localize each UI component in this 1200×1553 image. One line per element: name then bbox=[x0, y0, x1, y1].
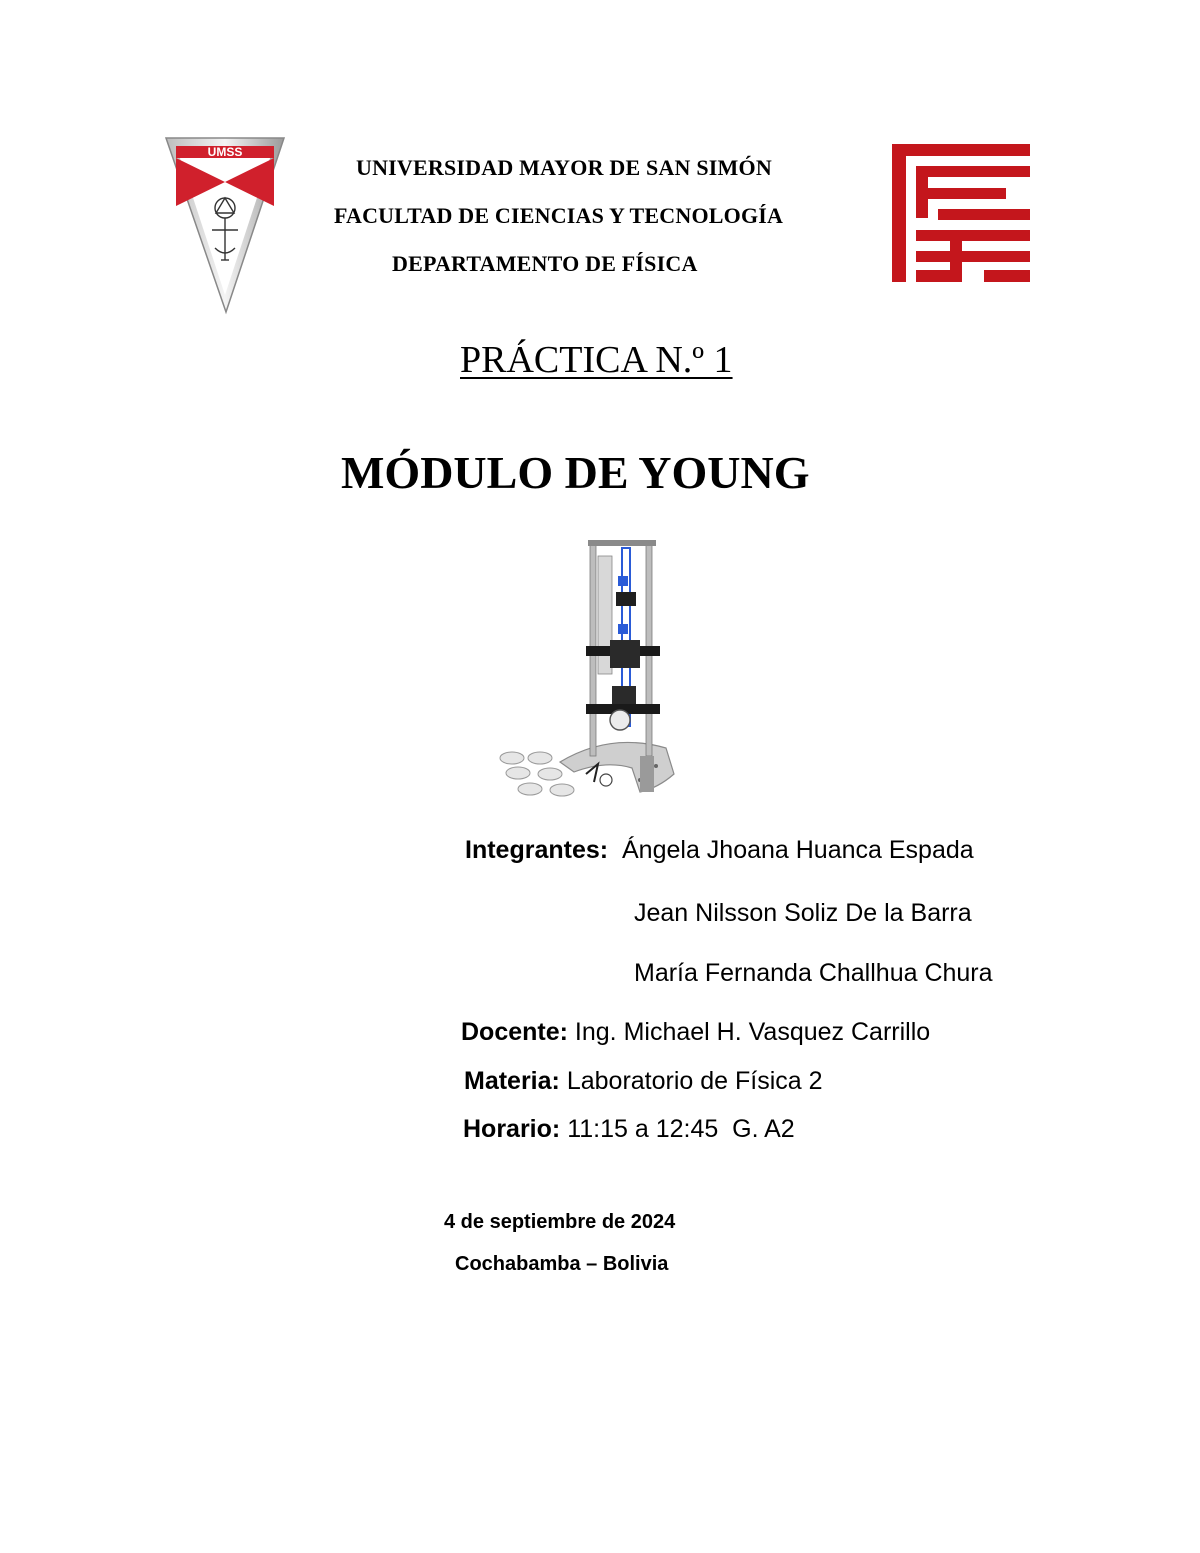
subject-line bbox=[464, 1067, 823, 1096]
schedule-line bbox=[463, 1115, 795, 1144]
teacher-line bbox=[461, 1018, 930, 1047]
fcyt-logo bbox=[890, 142, 1032, 284]
member-name: Jean Nilsson Soliz De la Barra bbox=[634, 899, 972, 927]
teacher-value: Ing. Michael H. Vasquez Carrillo bbox=[574, 1018, 931, 1046]
young-modulus-apparatus-illustration bbox=[490, 536, 690, 804]
umss-logo bbox=[160, 132, 290, 316]
members-label: Integrantes: bbox=[465, 836, 609, 864]
schedule-value: 11:15 a 12:45 G. A2 bbox=[567, 1115, 795, 1143]
subject-label: Materia: bbox=[464, 1067, 560, 1095]
university-name: UNIVERSIDAD MAYOR DE SAN SIMÓN bbox=[356, 155, 772, 180]
member-name: Ángela Jhoana Huanca Espada bbox=[622, 836, 974, 864]
members-line bbox=[465, 836, 974, 865]
department-name: DEPARTAMENTO DE FÍSICA bbox=[392, 251, 698, 276]
member-name: María Fernanda Challhua Chura bbox=[634, 959, 993, 987]
teacher-label: Docente: bbox=[461, 1018, 568, 1046]
practice-label: PRÁCTICA N.º 1 bbox=[460, 339, 733, 381]
schedule-label: Horario: bbox=[463, 1115, 561, 1143]
document-location: Cochabamba – Bolivia bbox=[455, 1253, 669, 1275]
document-date: 4 de septiembre de 2024 bbox=[444, 1211, 676, 1233]
faculty-name: FACULTAD DE CIENCIAS Y TECNOLOGÍA bbox=[334, 203, 784, 228]
subject-value: Laboratorio de Física 2 bbox=[566, 1067, 823, 1095]
document-title: MÓDULO DE YOUNG bbox=[341, 447, 810, 498]
umss-logo-text: UMSS bbox=[207, 145, 243, 159]
